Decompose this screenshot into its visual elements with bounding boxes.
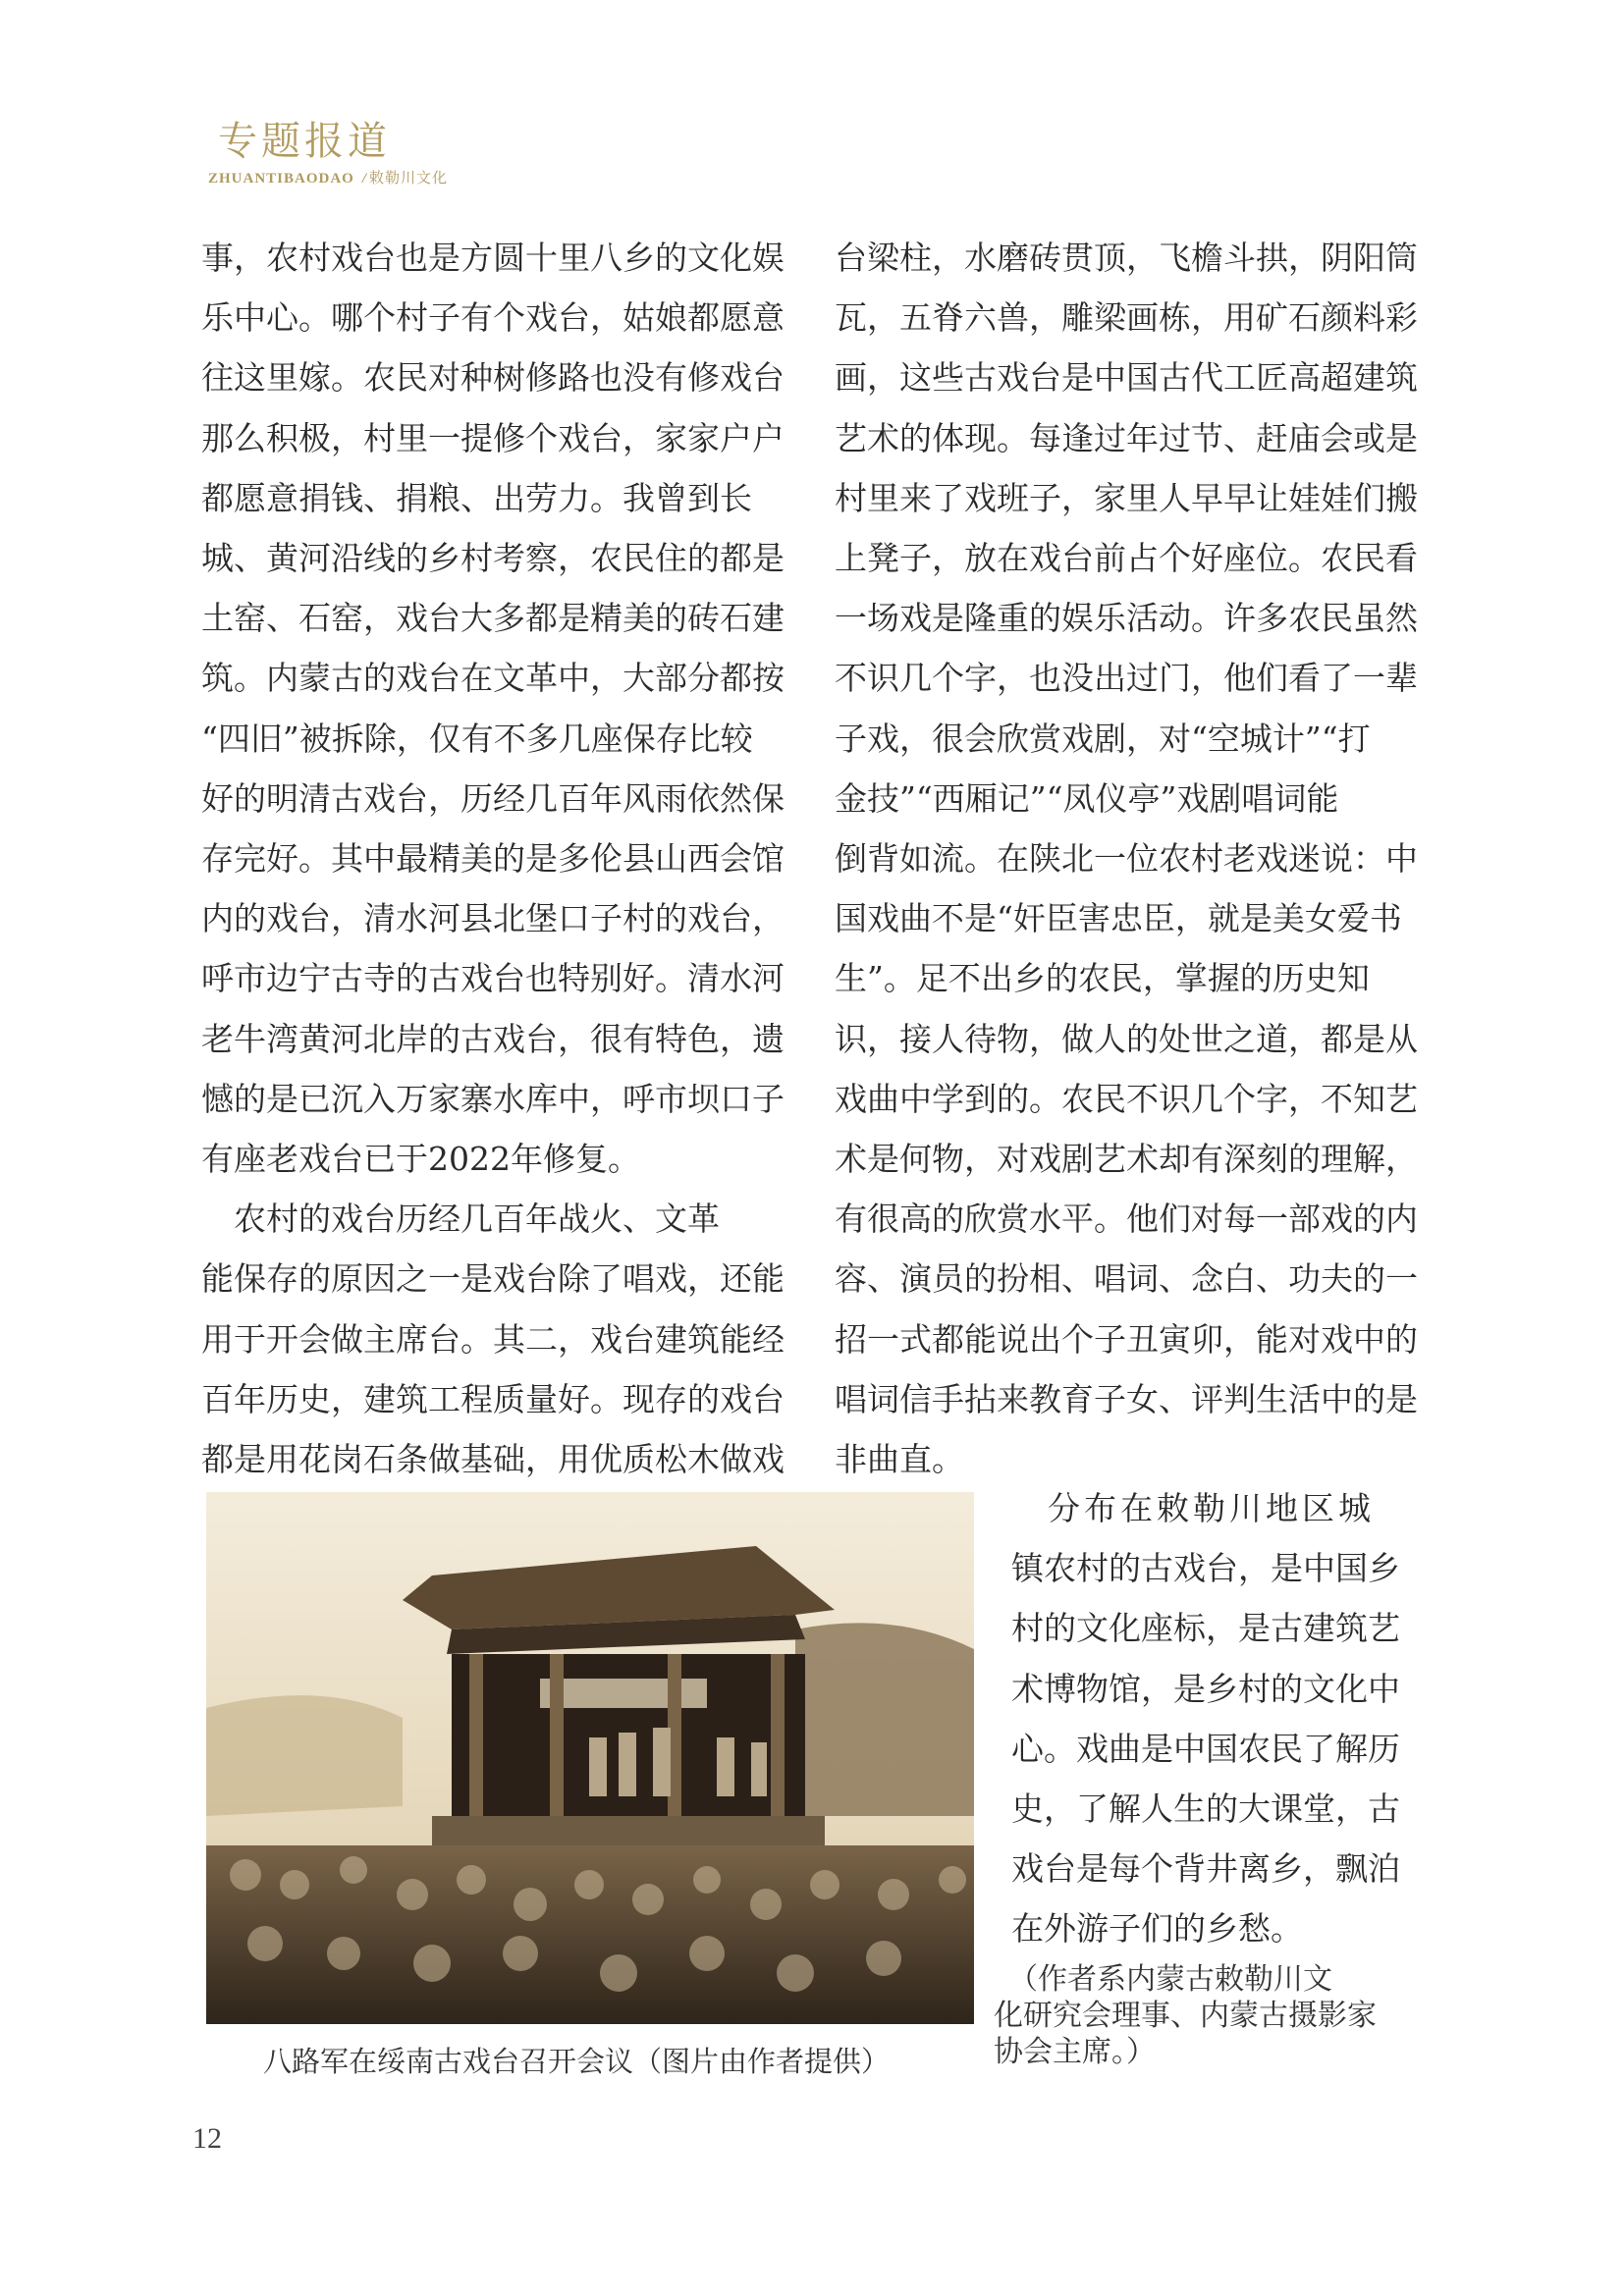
text-line: 都是用花岗石条做基础，用优质松木做戏 [201,1440,785,1479]
text-line: 容、演员的扮相、唱词、念白、功夫的一 [835,1259,1418,1299]
text-line: 艺术的体现。每逢过年过节、赶庙会或是 [835,418,1418,457]
text-line: 那么积极，村里一提修个戏台，家家户户 [201,418,785,457]
text-line: 史，了解人生的大课堂，古 [1011,1789,1400,1829]
article-right-column [835,228,1418,1489]
text-line: 有很高的欣赏水平。他们对每一部戏的内 [835,1200,1418,1239]
text-line: 在外游子们的乡愁。 [1011,1909,1303,1949]
text-line: 术博物馆，是乡村的文化中 [1011,1669,1400,1708]
text-line: 都愿意捐钱、捐粮、出劳力。我曾到长 [201,478,752,517]
text-line: 镇农村的古戏台，是中国乡 [1011,1549,1400,1588]
text-line: 识，接人待物，做人的处世之道，都是从 [835,1019,1418,1058]
text-line: 土窑、石窑，戏台大多都是精美的砖石建 [201,599,785,638]
text-line: 非曲直。 [835,1440,964,1479]
text-line: 存完好。其中最精美的是多伦县山西会馆 [201,839,785,879]
text-line: 唱词信手拈来教育子女、评判生活中的是 [835,1379,1418,1418]
text-line: 内的戏台，清水河县北堡口子村的戏台， [201,899,785,938]
text-line: 能保存的原因之一是戏台除了唱戏，还能 [201,1259,785,1299]
text-line: 老牛湾黄河北岸的古戏台，很有特色，遗 [201,1019,785,1058]
text-line: 村的文化座标，是古建筑艺 [1011,1609,1400,1648]
note-line: 协会主席。） [994,2035,1156,2069]
text-line: 事，农村戏台也是方圆十里八乡的文化娱 [201,239,785,277]
text-line: 农村的戏台历经几百年战火、文革 [201,1200,720,1239]
text-line: 戏台是每个背井离乡，飘泊 [1011,1849,1400,1889]
header-title: 专题报道 [218,119,391,164]
text-line: 憾的是已沉入万家寨水库中，呼市坝口子 [201,1079,785,1118]
text-line: 上凳子，放在戏台前占个好座位。农民看 [835,539,1418,578]
text-line: 有座老戏台已于2022年修复。 [201,1140,640,1179]
text-line: 心。戏曲是中国农民了解历 [1011,1729,1400,1768]
header-subtitle-tag: 敕勒川文化 [369,171,449,187]
text-line: 分布在敕勒川地区城 [1011,1489,1375,1527]
text-line: 呼市边宁古寺的古戏台也特别好。清水河 [201,959,785,998]
text-line: 一场戏是隆重的娱乐活动。许多农民虽然 [835,599,1418,638]
text-line: 生”。足不出乡的农民，掌握的历史知 [835,959,1370,998]
text-line: 台梁柱，水磨砖贯顶，飞檐斗拱，阴阳筒 [835,239,1418,277]
header-subtitle-latin: ZHUANTIBAODAO [208,171,354,187]
article-closing-column [1011,1478,1400,1959]
text-line: 术是何物，对戏剧艺术却有深刻的理解， [835,1140,1418,1179]
note-line: （作者系内蒙古敕勒川文 [994,1962,1332,1997]
text-line: 戏曲中学到的。农民不识几个字，不知艺 [835,1079,1418,1118]
text-line: 城、黄河沿线的乡村考察，农民住的都是 [201,539,785,578]
text-line: 百年历史，建筑工程质量好。现存的戏台 [201,1379,785,1418]
page-number: 12 [192,2122,222,2155]
text-line: “四旧”被拆除，仅有不多几座保存比较 [201,719,753,758]
author-note [994,1961,1377,2070]
text-line: 村里来了戏班子，家里人早早让娃娃们搬 [835,478,1418,517]
historical-photo [206,1492,974,2024]
photo-caption: 八路军在绥南古戏台召开会议（图片由作者提供） [263,2045,891,2078]
text-line: 国戏曲不是“奸臣害忠臣，就是美女爱书 [835,899,1402,938]
text-line: 瓦，五脊六兽，雕梁画栋，用矿石颜料彩 [835,298,1418,338]
header-subtitle [208,167,448,187]
text-line: 招一式都能说出个子丑寅卯，能对戏中的 [835,1319,1418,1359]
slash-divider: / [361,171,368,187]
text-line: 子戏，很会欣赏戏剧，对“空城计”“打 [835,719,1371,758]
text-line: 好的明清古戏台，历经几百年风雨依然保 [201,778,785,818]
text-line: 乐中心。哪个村子有个戏台，姑娘都愿意 [201,298,785,338]
text-line: 筑。内蒙古的戏台在文革中，大部分都按 [201,659,785,698]
article-left-column [201,228,785,1489]
text-line: 倒背如流。在陕北一位农村老戏迷说：中 [835,839,1418,879]
text-line: 用于开会做主席台。其二，戏台建筑能经 [201,1319,785,1359]
stage-photo-illustration [206,1492,974,2024]
text-line: 往这里嫁。农民对种树修路也没有修戏台 [201,358,785,398]
text-line: 金技”“西厢记”“凤仪亭”戏剧唱词能 [835,778,1339,818]
text-line: 画，这些古戏台是中国古代工匠高超建筑 [835,358,1418,398]
note-line: 化研究会理事、内蒙古摄影家 [994,1999,1377,2033]
text-line: 不识几个字，也没出过门，他们看了一辈 [835,659,1418,698]
